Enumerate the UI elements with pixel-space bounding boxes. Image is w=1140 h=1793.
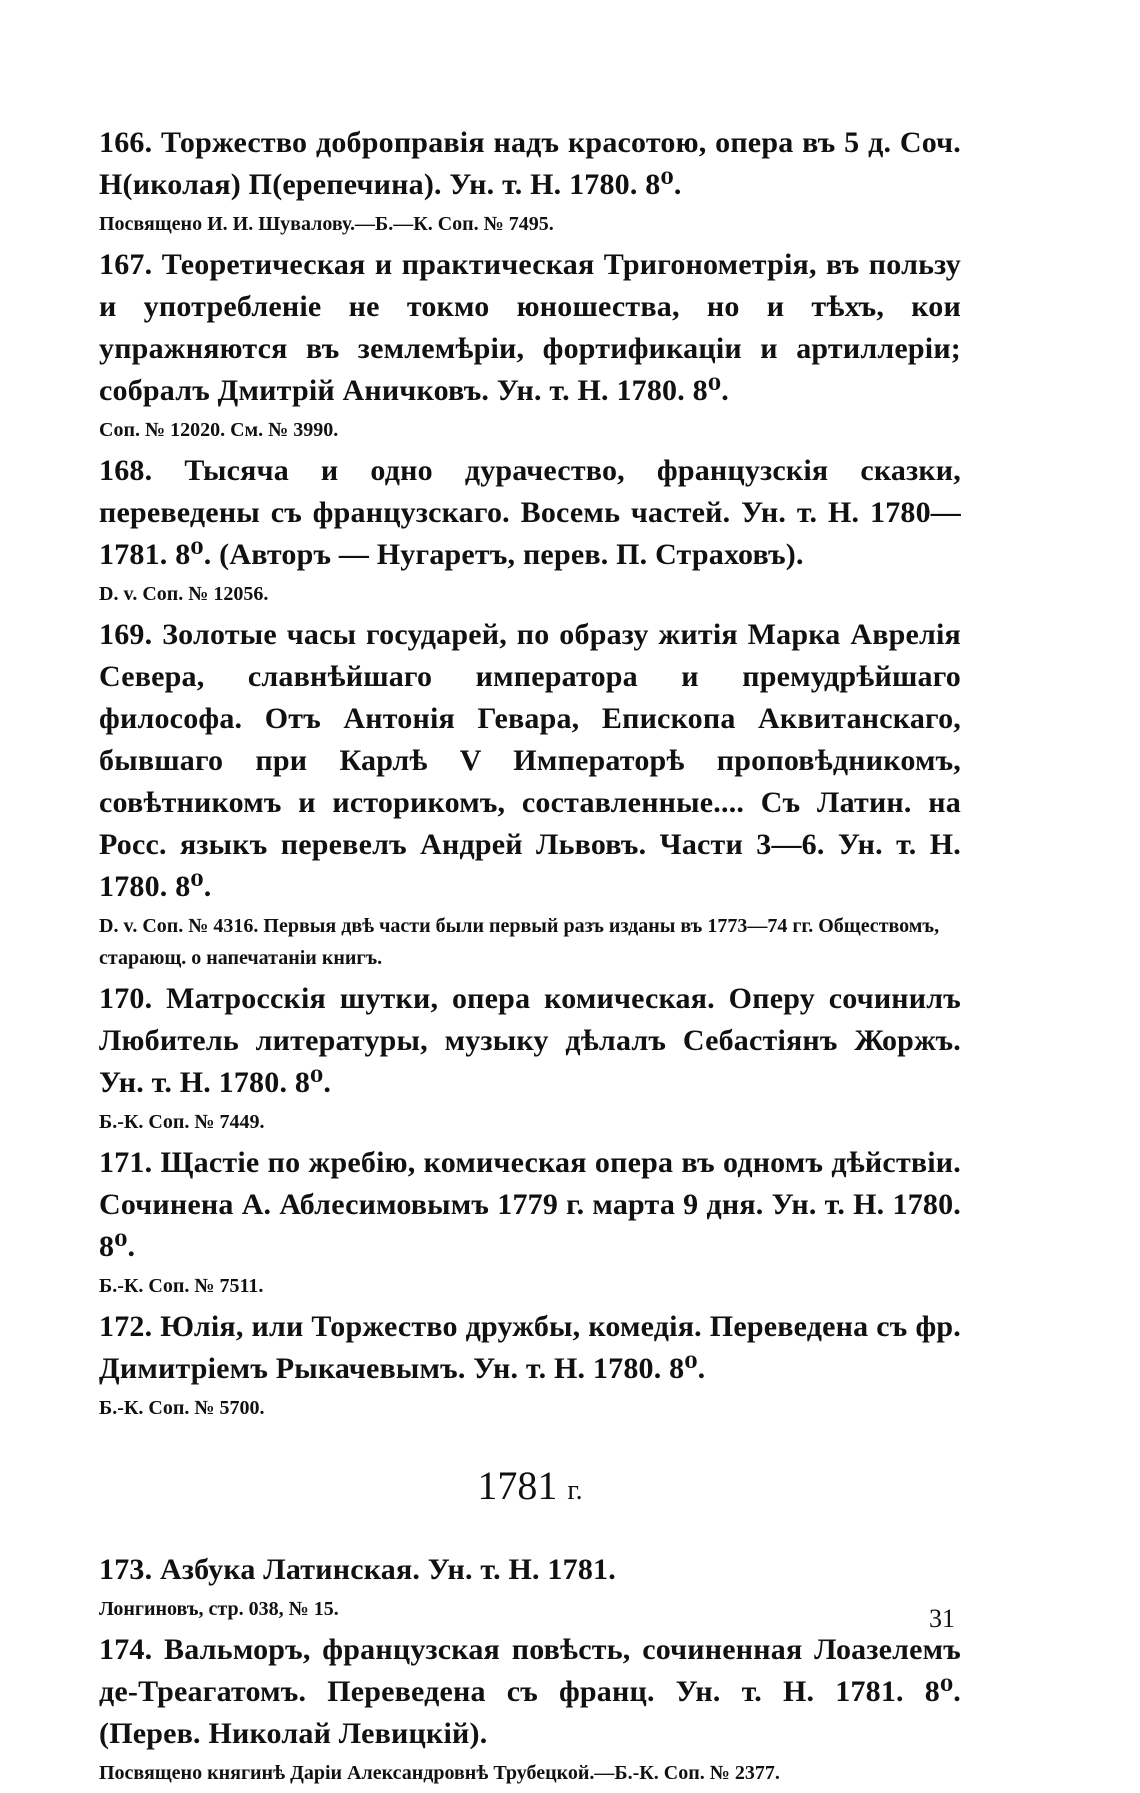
entry-text: 173. Азбука Латинская. Ун. т. Н. 1781. — [99, 1553, 616, 1586]
entry-note: Посвящено княгинѣ Даріи Александровнѣ Трубецкой.—Б.-К. Соп. № 2377. — [99, 1762, 780, 1784]
entry-text: 174. Вальморъ, французская повѣсть, сочиненная Лоазелемъ де-Треагатомъ. Переведена съ франц. Ун. т. Н. 1781. 8⁰. (Перев. Николай Левицкій). — [99, 1633, 961, 1750]
entry-168 — [99, 450, 961, 610]
entry-170 — [99, 978, 961, 1138]
entry-174 — [99, 1629, 961, 1789]
year-heading — [99, 1458, 961, 1519]
entry-172 — [99, 1306, 961, 1424]
entry-173 — [99, 1549, 961, 1625]
year-number: 1781 — [477, 1463, 558, 1508]
entry-note: D. v. Соп. № 4316. Первыя двѣ части были первый разъ изданы въ 1773—74 гг. Обществомъ, старающ. о напечатаніи книгъ. — [99, 915, 940, 969]
year-suffix: г. — [567, 1475, 583, 1506]
entry-166 — [99, 122, 961, 240]
entry-167 — [99, 244, 961, 446]
entry-note: Соп. № 12020. См. № 3990. — [99, 419, 339, 441]
entry-text: 172. Юлія, или Торжество дружбы, комедія. Переведена съ фр. Димитріемъ Рыкачевымъ. Ун. т. Н. 1780. 8⁰. — [99, 1310, 961, 1385]
entry-text: 170. Матросскія шутки, опера комическая. Оперу сочинилъ Любитель литературы, музыку дѣлалъ Себастіянъ Жоржъ. Ун. т. Н. 1780. 8⁰. — [99, 982, 961, 1099]
entry-text: 167. Теоретическая и практическая Тригонометрія, въ пользу и употребленіе не токмо юношества, но и тѣхъ, кои упражняются въ землемѣріи, фортификаціи и артиллеріи; собралъ Дмитрій Аничковъ. Ун. т. Н. 1780. 8⁰. — [99, 248, 961, 407]
entry-169 — [99, 614, 961, 974]
entry-text: 169. Золотые часы государей, по образу житія Марка Аврелія Севера, славнѣйшаго императора и премудрѣйшаго философа. Отъ Антонія Гевара, Епископа Аквитанскаго, бывшаго при Карлѣ V Императорѣ проповѣдникомъ, совѣтникомъ и историкомъ, составленные.... Съ Латин. на Росс. языкъ перевелъ Андрей Львовъ. Части 3—6. Ун. т. Н. 1780. 8⁰. — [99, 618, 961, 903]
entry-text: 166. Торжество доброправія надъ красотою, опера въ 5 д. Соч. Н(иколая) П(ерепечина). Ун. т. Н. 1780. 8⁰. — [99, 126, 961, 201]
entry-note: Посвящено И. И. Шувалову.—Б.—К. Соп. № 7495. — [99, 213, 554, 235]
text-column — [99, 122, 961, 1793]
entry-note: Б.-К. Соп. № 5700. — [99, 1397, 265, 1419]
entry-note: Б.-К. Соп. № 7449. — [99, 1111, 265, 1133]
entry-text: 171. Щастіе по жребію, комическая опера въ одномъ дѣйствіи. Сочинена А. Аблесимовымъ 1779 г. марта 9 дня. Ун. т. Н. 1780. 8⁰. — [99, 1146, 961, 1263]
page-number: 31 — [929, 1604, 955, 1633]
entry-note: D. v. Соп. № 12056. — [99, 583, 269, 605]
entry-note: Б.-К. Соп. № 7511. — [99, 1275, 264, 1297]
entry-note: Лонгиновъ, стр. 038, № 15. — [99, 1598, 339, 1620]
entry-171 — [99, 1142, 961, 1302]
entry-text: 168. Тысяча и одно дурачество, французскія сказки, переведены съ французскаго. Восемь частей. Ун. т. Н. 1780—1781. 8⁰. (Авторъ — Нугаретъ, перев. П. Страховъ). — [99, 454, 961, 571]
